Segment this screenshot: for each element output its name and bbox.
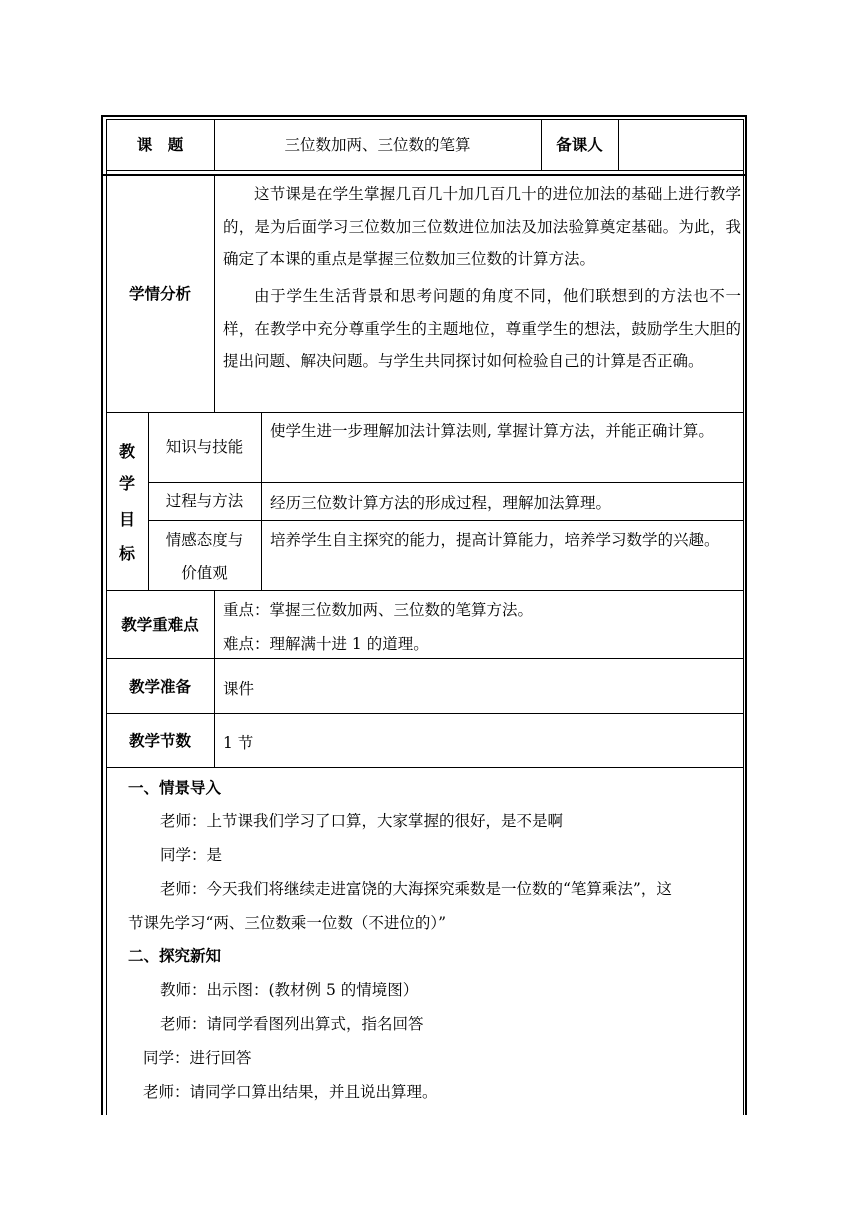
key-points-label: 教学重难点 (121, 616, 199, 634)
difficult-point: 难点：理解满十进 1 的道理。 (223, 635, 429, 653)
dialogue-line: 老师：今天我们将继续走进富饶的大海探究乘数是一位数的“笔算乘法”，这 (160, 880, 672, 898)
section-title: 一、情景导入 (128, 779, 222, 797)
goal-label-process: 过程与方法 (165, 492, 244, 510)
goal-content-knowledge: 使学生进一步理解加法计算法则, 掌握计算方法，并能正确计算。 (270, 422, 714, 440)
row-divider (148, 520, 744, 521)
key-point: 重点：掌握三位数加两、三位数的笔算方法。 (223, 601, 534, 619)
goals-label-char: 目 (118, 510, 135, 529)
goal-label-emotion: 情感态度与 (165, 531, 244, 549)
dialogue-line: 同学：进行回答 (143, 1049, 252, 1067)
dialogue-line: 同学：是 (160, 846, 223, 864)
dialogue-line: 老师：请同学看图列出算式，指名回答 (160, 1015, 424, 1033)
goal-label-knowledge: 知识与技能 (165, 438, 244, 456)
row-divider (106, 658, 744, 659)
row-divider (106, 590, 744, 591)
row-divider (106, 170, 744, 171)
col-divider (214, 590, 215, 767)
preparer-label: 备课人 (556, 136, 603, 154)
periods-value: 1 节 (223, 734, 254, 752)
row-divider (106, 713, 744, 714)
dialogue-line: 节课先学习“两、三位数乘一位数（不进位的）” (128, 914, 447, 932)
col-divider (618, 119, 619, 170)
analysis-paragraph: 由于学生生活背景和思考问题的角度不同，他们联想到的方法也不一样，在教学中充分尊重学生的主题地位，尊重学生的想法，鼓励学生大胆的提出问题、解决问题。与学生共同探讨如何检验自己的计算是否正确。 (223, 287, 741, 370)
analysis-label: 学情分析 (128, 285, 191, 303)
dialogue-line: 教师：出示图：(教材例 5 的情境图） (160, 981, 419, 999)
goals-label-char: 教 (118, 442, 135, 461)
row-divider (148, 482, 744, 483)
goals-label-char: 标 (118, 544, 135, 563)
goal-content-emotion: 培养学生自主探究的能力，提高计算能力，培养学习数学的兴趣。 (270, 531, 720, 549)
preparation-value: 课件 (223, 680, 255, 698)
row-divider (101, 174, 747, 176)
col-divider (261, 412, 262, 590)
periods-label: 教学节数 (128, 732, 191, 750)
col-divider (214, 176, 215, 412)
row-divider (106, 412, 744, 413)
goal-label-emotion: 价值观 (181, 564, 228, 582)
goal-content-process: 经历三位数计算方法的形成过程，理解加法算理。 (270, 494, 612, 512)
preparation-label: 教学准备 (128, 678, 191, 696)
row-divider (106, 767, 744, 768)
dialogue-line: 老师：请同学口算出结果，并且说出算理。 (143, 1083, 438, 1101)
goals-label-char: 学 (118, 474, 135, 493)
topic-value: 三位数加两、三位数的笔算 (284, 136, 471, 154)
topic-label: 课 题 (136, 136, 184, 154)
dialogue-line: 老师：上节课我们学习了口算，大家掌握的很好，是不是啊 (160, 812, 564, 830)
section-title: 二、探究新知 (128, 947, 222, 965)
analysis-paragraph: 这节课是在学生掌握几百几十加几百几十的进位加法的基础上进行教学的，是为后面学习三位数加三位数进位加法及加法验算奠定基础。为此，我确定了本课的重点是掌握三位数加三位数的计算方法。 (223, 185, 741, 268)
